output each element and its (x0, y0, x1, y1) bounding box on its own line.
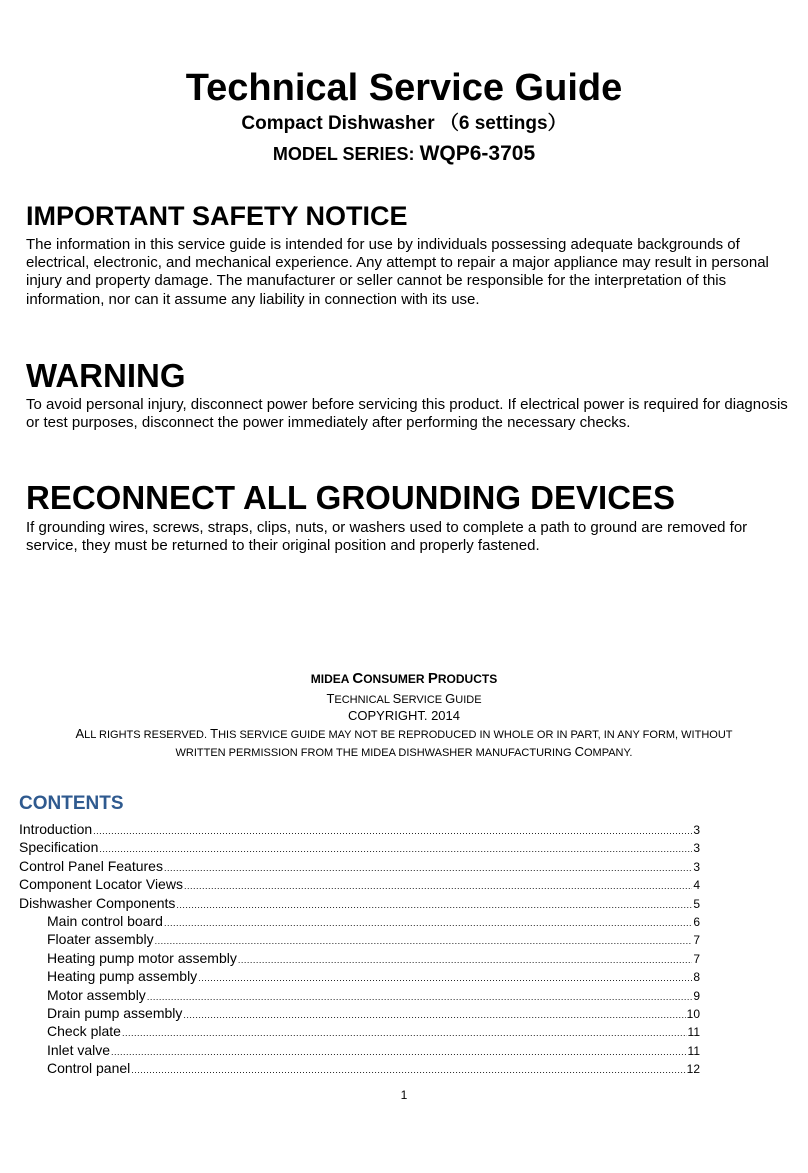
grounding-body: If grounding wires, screws, straps, clips, nuts, or washers used to complete a path to ground are removed for service, they must be returned to their original position and properly fastened. (26, 519, 748, 555)
toc-dot-leader (131, 1061, 685, 1079)
toc-entry-label: Heating pump assembly (47, 968, 198, 985)
toc-entry[interactable] (19, 930, 700, 948)
model-series-value: WQP6-3705 (419, 142, 536, 165)
publisher-guide-title: TECHNICAL SERVICE GUIDE (326, 691, 482, 706)
toc-entry-page: 8 (693, 970, 700, 985)
warning-body: To avoid personal injury, disconnect power before servicing this product. If electrical power is required for diagnosis or test purposes, disconnect the power immediately after performing the necessary checks. (26, 396, 788, 432)
toc-dot-leader (238, 951, 692, 969)
toc-dot-leader (111, 1043, 686, 1061)
toc-entry-page: 4 (693, 878, 700, 893)
toc-entry-label: Specification (19, 839, 99, 856)
toc-entry-page: 9 (693, 988, 700, 1003)
contents-heading: CONTENTS (19, 793, 124, 814)
toc-entry-label: Main control board (47, 912, 163, 929)
toc-entry[interactable] (19, 1004, 700, 1022)
toc-entry-page: 3 (693, 859, 700, 874)
toc-dot-leader (198, 969, 692, 987)
toc-entry-page: 6 (693, 914, 700, 929)
warning-heading: WARNING (26, 357, 186, 394)
toc-entry[interactable] (19, 1041, 700, 1059)
table-of-contents (19, 820, 700, 1077)
toc-entry[interactable] (19, 875, 700, 893)
toc-dot-leader (164, 859, 692, 877)
toc-entry[interactable] (19, 894, 700, 912)
toc-entry-page: 10 (686, 1006, 700, 1021)
toc-entry-label: Heating pump motor assembly (47, 949, 237, 966)
toc-entry[interactable] (19, 1022, 700, 1040)
toc-dot-leader (176, 896, 692, 914)
toc-dot-leader (183, 1006, 685, 1024)
toc-entry-label: Component Locator Views (19, 876, 183, 893)
toc-entry-label: Drain pump assembly (47, 1004, 183, 1021)
toc-entry-label: Introduction (19, 821, 93, 837)
toc-entry-label: Dishwasher Components (19, 894, 176, 911)
toc-entry-label: Control Panel Features (19, 857, 163, 874)
publisher-rights-line-2: WRITTEN PERMISSION FROM THE MIDEA DISHWASHER MANUFACTURING COMPANY. (175, 744, 633, 759)
toc-entry-page: 12 (686, 1062, 700, 1077)
toc-entry[interactable] (19, 838, 700, 856)
toc-entry-page: 7 (693, 933, 700, 948)
toc-entry-page: 11 (687, 1043, 700, 1058)
toc-entry-page: 3 (693, 841, 700, 856)
document-title: Technical Service Guide (185, 67, 623, 109)
grounding-heading: RECONNECT ALL GROUNDING DEVICES (26, 479, 676, 516)
toc-dot-leader (99, 840, 692, 858)
page-number: 1 (400, 1088, 408, 1102)
toc-entry-page: 3 (693, 823, 700, 837)
publisher-copyright: COPYRIGHT. 2014 (348, 708, 460, 723)
toc-entry-page: 7 (693, 951, 700, 966)
publisher-rights-line-1: ALL RIGHTS RESERVED. THIS SERVICE GUIDE MAY NOT BE REPRODUCED IN WHOLE OR IN PART, IN ANY FORM, WITHOUT (75, 726, 733, 741)
toc-entry[interactable] (19, 1059, 700, 1077)
toc-dot-leader (122, 1024, 687, 1042)
toc-dot-leader (164, 914, 692, 932)
toc-entry[interactable] (19, 820, 700, 838)
safety-notice-heading: IMPORTANT SAFETY NOTICE (26, 201, 408, 231)
safety-notice-body: The information in this service guide is intended for use by individuals possessing adequate backgrounds of electrical, electronic, and mechanical experience. Any attempt to repair a major appliance may result in personal injury and property damage. The manufacturer or seller cannot be responsible for the interpretation of this information, nor can it assume any liability in connection with its use. (26, 236, 769, 308)
document-subtitle: Compact Dishwasher （6 settings） (241, 113, 567, 134)
toc-entry[interactable] (19, 949, 700, 967)
toc-dot-leader (184, 877, 692, 895)
toc-entry-page: 11 (687, 1025, 700, 1040)
toc-entry[interactable] (19, 857, 700, 875)
toc-entry-page: 5 (693, 896, 700, 911)
model-series-label: MODEL SERIES: (272, 144, 415, 164)
model-series (0, 141, 808, 167)
toc-entry-label: Motor assembly (47, 986, 146, 1003)
publisher-company: MIDEA CONSUMER PRODUCTS (310, 670, 498, 687)
toc-entry[interactable] (19, 986, 700, 1004)
toc-entry-label: Inlet valve (47, 1041, 111, 1058)
toc-entry-label: Floater assembly (47, 931, 154, 948)
toc-entry[interactable] (19, 967, 700, 985)
toc-entry[interactable] (19, 912, 700, 930)
toc-entry-label: Check plate (47, 1023, 121, 1040)
toc-dot-leader (147, 988, 693, 1006)
toc-entry-label: Control panel (47, 1060, 131, 1077)
toc-dot-leader (93, 822, 692, 840)
